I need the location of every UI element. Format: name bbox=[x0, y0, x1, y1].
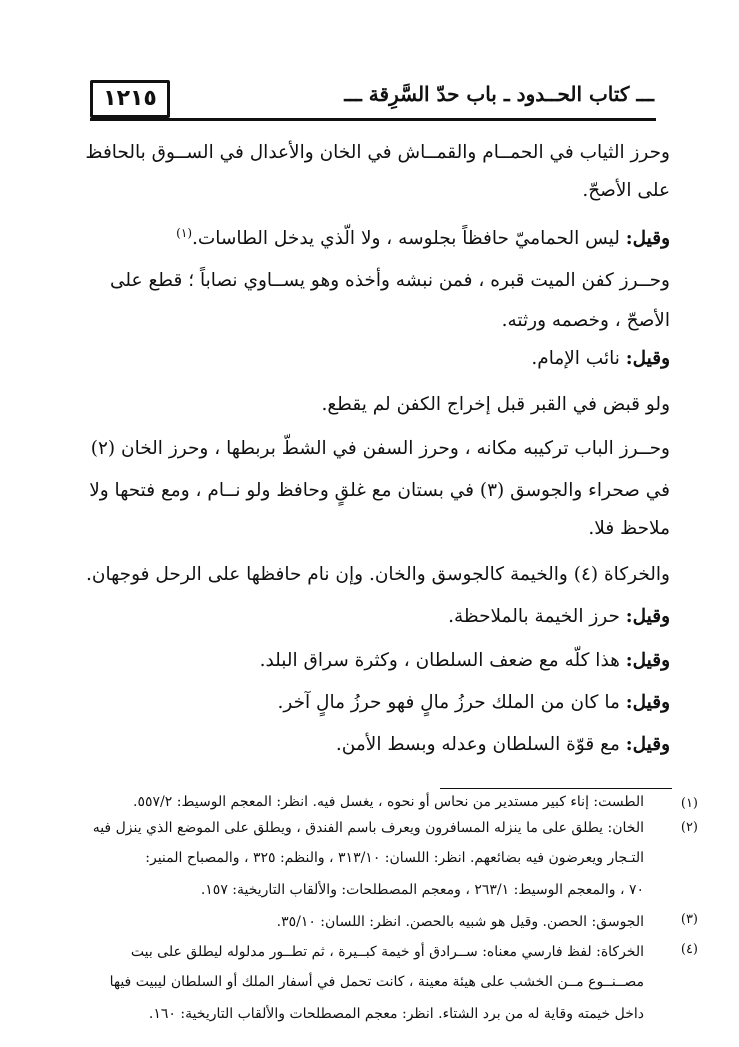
text-line: ملاحظ فلا. bbox=[588, 518, 670, 539]
text-span: ما كان من الملك حرزُ مالٍ فهو حرزُ مالٍ آخر. bbox=[277, 692, 626, 713]
text-line: وحــرز كفن الميت قبره ، فمن نبشه وأخذه وهو يســاوي نصاباً ؛ قطع على bbox=[110, 270, 670, 291]
text-line: في صحراء والجوسق (٣) في بستان مع غلقٍ وحافظ ولو نــام ، ومع فتحها ولا bbox=[89, 480, 670, 501]
text-line: على الأصحّ. bbox=[582, 180, 670, 201]
text-line bbox=[260, 650, 670, 671]
text-line bbox=[448, 606, 670, 627]
text-line: ولو قبض في القبر قبل إخراج الكفن لم يقطع. bbox=[321, 394, 670, 415]
page-number: ١٢١٥ bbox=[90, 80, 170, 118]
footnote-separator bbox=[440, 788, 672, 789]
header-rule bbox=[90, 118, 656, 121]
text-line bbox=[176, 226, 670, 249]
footnote-line: ٧٠ ، والمعجم الوسيط: ٢٦٣/١ ، ومعجم المصطلحات: والألقاب التاريخية: ١٥٧. bbox=[200, 882, 644, 898]
text-line: وحــرز الباب تركيبه مكانه ، وحرز السفن في الشطّ بربطها ، وحرز الخان (٢) bbox=[90, 438, 670, 459]
text-line: وحرز الثياب في الحمــام والقمــاش في الخان والأعدال في الســوق بالحافظ bbox=[85, 142, 670, 163]
text-span: مع قوّة السلطان وعدله وبسط الأمن. bbox=[335, 734, 626, 755]
footnote-line: داخل خيمته وقاية له من برد الشتاء. انظر: معجم المصطلحات والألقاب التاريخية: ١٦٠. bbox=[148, 1006, 644, 1022]
text-span: ليس الحماميّ حافظاً بجلوسه ، ولا الّذي يدخل الطاسات. bbox=[192, 228, 626, 250]
footnote-ref: (١) bbox=[176, 226, 192, 240]
footnote-marker: (٣) bbox=[680, 912, 698, 927]
keyword-qil: وقيل: bbox=[625, 734, 670, 755]
keyword-qil: وقيل: bbox=[625, 228, 670, 250]
footnote-line: الطست: إناء كبير مستدير من نحاس أو نحوه ، يغسل فيه. انظر: المعجم الوسيط: ٥٥٧/٢. bbox=[133, 794, 644, 810]
footnote-line: الخركاة: لفظ فارسي معناه: ســرادق أو خيمة كبــيرة ، ثم تطــور مدلوله ليطلق على بيت bbox=[130, 944, 644, 960]
text-line: والخركاة (٤) والخيمة كالجوسق والخان. وإن نام حافظها على الرحل فوجهان. bbox=[86, 564, 670, 585]
keyword-qil: وقيل: bbox=[625, 606, 670, 627]
page-header bbox=[72, 78, 672, 122]
footnote-line: الجوسق: الحصن. وقيل هو شبيه بالحصن. انظر: اللسان: ٣٥/١٠. bbox=[276, 914, 644, 930]
footnote-line: التـجار ويعرضون فيه بضائعهم. انظر: اللسان: ٣١٣/١٠ ، والنظم: ٣٢٥ ، والمصباح المنير: bbox=[145, 850, 644, 866]
text-span: هذا كلّه مع ضعف السلطان ، وكثرة سراق البلد. bbox=[259, 650, 626, 671]
footnote-line: الخان: يطلق على ما ينزله المسافرون ويعرف باسم الفندق ، ويطلق على الموضع الذي ينزل فيه bbox=[92, 820, 644, 836]
text-span: نائب الإمام. bbox=[531, 348, 626, 369]
main-text bbox=[74, 140, 670, 780]
text-span: حرز الخيمة بالملاحظة. bbox=[448, 606, 626, 627]
keyword-qil: وقيل: bbox=[625, 650, 670, 671]
footnote-marker: (١) bbox=[680, 796, 698, 811]
text-line bbox=[278, 692, 671, 713]
text-line bbox=[336, 734, 670, 755]
text-line: الأصحّ ، وخصمه ورثته. bbox=[501, 310, 670, 331]
footnote-marker: (٢) bbox=[680, 820, 698, 835]
keyword-qil: وقيل: bbox=[625, 692, 670, 713]
running-title: ـــ كتاب الحــدود ـ باب حدّ السَّرِقة ـــ bbox=[344, 82, 654, 106]
footnote-line: مصــنــوع مــن الخشب على هيئة معينة ، كانت تحمل في أسفار الملك أو السلطان ليبيت فيها bbox=[109, 974, 644, 990]
text-line bbox=[531, 348, 670, 369]
footnote-marker: (٤) bbox=[680, 942, 698, 957]
footnotes bbox=[74, 794, 698, 1044]
keyword-qil: وقيل: bbox=[625, 348, 670, 369]
